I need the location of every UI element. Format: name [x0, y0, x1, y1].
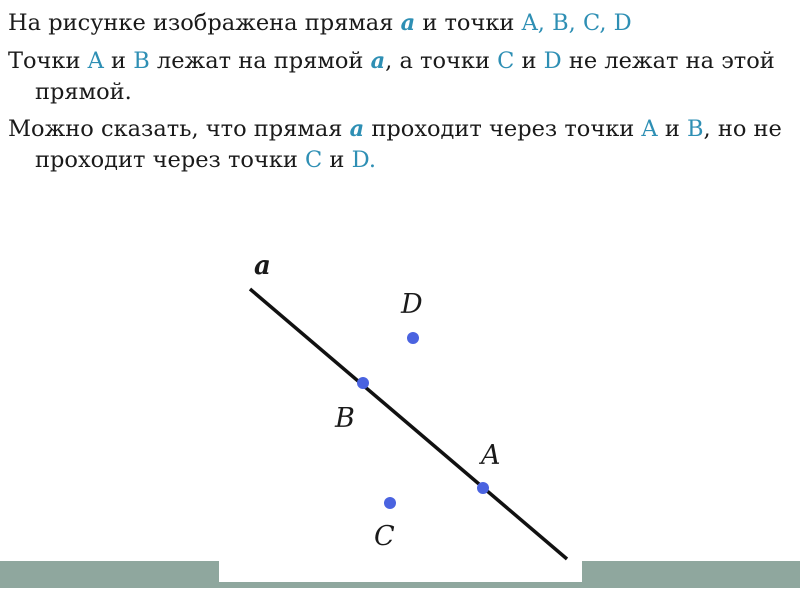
text-run: и [103, 48, 134, 74]
text-run: . [368, 147, 376, 173]
point-name-b: B [133, 48, 150, 74]
text-run: не лежат на этой прямой. [35, 48, 775, 105]
point-label-b: B [335, 403, 355, 434]
point-a-dot [477, 482, 489, 494]
point-d-dot [407, 332, 419, 344]
point-name-b: B [686, 116, 704, 142]
paragraph-1 [8, 8, 794, 39]
text-run: и [514, 48, 544, 74]
line-name-a: a [400, 10, 416, 36]
text-run: На рисунке изображена прямая [8, 10, 401, 36]
text-run: лежат на прямой [149, 48, 371, 74]
text-run: и [657, 116, 687, 142]
text-run: и [322, 147, 352, 173]
text-run: Можно сказать, что прямая [8, 116, 350, 142]
paragraph-2 [8, 46, 794, 108]
point-name-c: C [497, 48, 515, 74]
point-names: A, B, C, D [521, 10, 632, 36]
point-name-d: D [543, 48, 562, 74]
point-name-a: A [641, 116, 658, 142]
text-run: проходит через точки [364, 116, 642, 142]
figure-svg [219, 240, 582, 582]
point-c-dot [384, 497, 396, 509]
line-label-a: a [254, 251, 271, 281]
geometry-figure [219, 240, 582, 582]
slide-text [8, 8, 794, 183]
point-name-d: D [351, 147, 369, 173]
text-run: Точки [8, 48, 88, 74]
paragraph-3 [8, 114, 794, 176]
point-name-c: C [305, 147, 323, 173]
point-label-a: A [481, 440, 501, 471]
line-name-a: a [370, 48, 386, 74]
text-run: и точки [415, 10, 522, 36]
line-a [250, 289, 567, 559]
text-run: , а точки [385, 48, 498, 74]
point-b-dot [357, 377, 369, 389]
line-name-a: a [349, 116, 365, 142]
point-label-d: D [401, 289, 423, 320]
point-name-a: A [87, 48, 104, 74]
text-run: , но не проходит через точки [35, 116, 782, 173]
point-label-c: C [374, 521, 395, 552]
